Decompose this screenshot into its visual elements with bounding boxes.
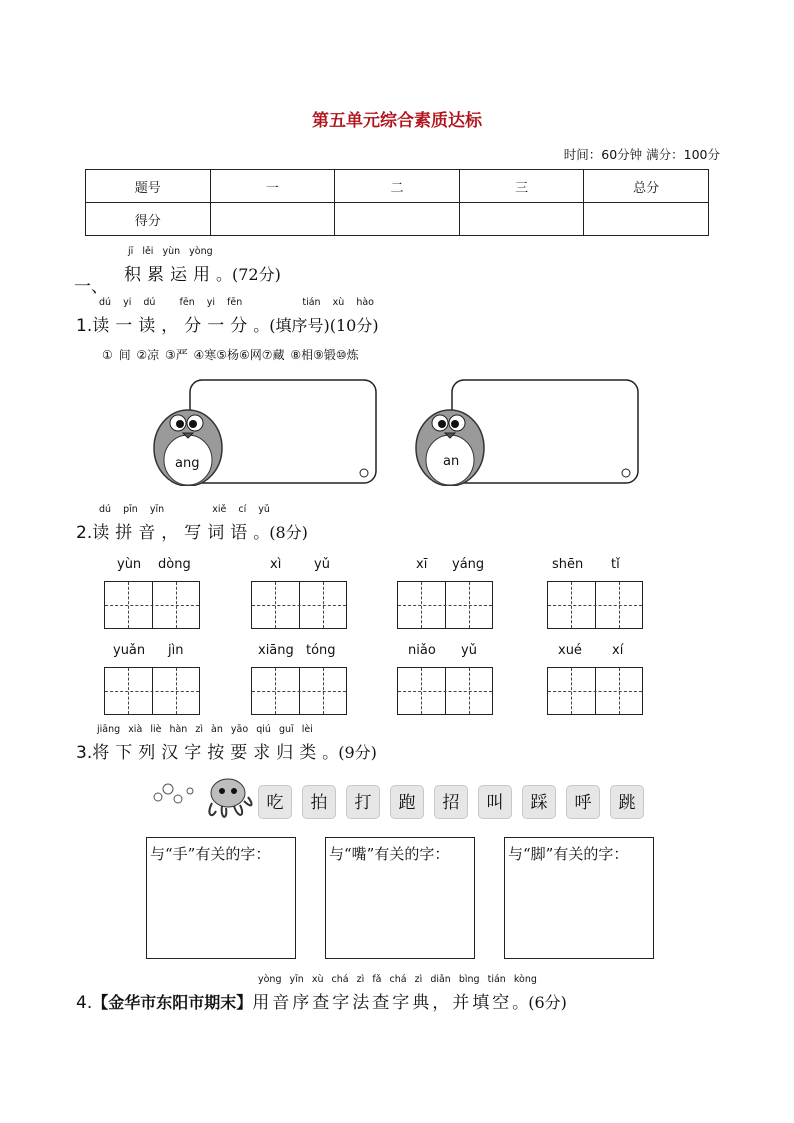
category-box-foot[interactable]: 与“脚”有关的字： — [504, 837, 654, 959]
q3-pinyin: jiāng xià liè hàn zì àn yāo qiú guī lèi — [97, 724, 313, 735]
grid-pinyin: shēn — [552, 557, 584, 572]
grid-pinyin: yǔ — [461, 643, 477, 658]
grid-pinyin: yùn — [117, 557, 142, 572]
page-title: 第五单元综合素质达标 — [312, 111, 482, 131]
q2-heading: 2.读拼音，写词语。(8分) — [76, 523, 308, 543]
grid-pinyin: niǎo — [408, 643, 436, 658]
q2-pinyin: dú pīn yīn xiě cí yǔ — [99, 504, 270, 515]
q1-char-list: ① 间 ②凉 ③严 ④寒⑤杨⑥网⑦藏 ⑧相⑨锻⑩炼 — [102, 348, 359, 362]
char-tile[interactable]: 跑 — [390, 785, 424, 819]
section1-pinyin: jī lěi yùn yòng — [128, 246, 213, 257]
score-header-cell: 总分 — [584, 170, 709, 203]
score-blank-cell[interactable] — [459, 203, 584, 236]
section1-heading: 积累运用。(72分) — [124, 265, 281, 285]
section1-number: 一、 — [74, 277, 108, 297]
q4-pinyin: yòng yīn xù chá zì fǎ chá zì diǎn bìng tián kòng — [258, 974, 537, 985]
q1-pinyin: dú yi dú fēn yi fēn tián xù hào — [99, 297, 374, 308]
q4-heading: 4.【金华市东阳市期末】用音序查字法查字典，并填空。(6分) — [76, 993, 567, 1013]
grid-pinyin: jìn — [168, 643, 184, 658]
score-blank-cell[interactable] — [584, 203, 709, 236]
grid-pinyin: tǐ — [611, 557, 620, 572]
char-tile[interactable]: 招 — [434, 785, 468, 819]
bubble-label-ang: ang — [175, 456, 200, 471]
score-header-cell: 三 — [459, 170, 584, 203]
score-table — [85, 169, 709, 236]
grid-pinyin: xī — [416, 557, 428, 572]
score-header-cell: 一 — [210, 170, 335, 203]
grid-pinyin: xiāng — [258, 643, 294, 658]
score-header-cell: 二 — [335, 170, 460, 203]
grid-pinyin: yáng — [452, 557, 485, 572]
writing-grid[interactable] — [104, 581, 200, 629]
score-blank-cell[interactable] — [210, 203, 335, 236]
char-tile[interactable]: 跳 — [610, 785, 644, 819]
grid-pinyin: yǔ — [314, 557, 330, 572]
q3-heading: 3.将下列汉字按要求归类。(9分) — [76, 743, 377, 763]
writing-grid[interactable] — [251, 581, 347, 629]
char-tile[interactable]: 叫 — [478, 785, 512, 819]
score-header-cell: 题号 — [86, 170, 211, 203]
char-tile[interactable]: 呼 — [566, 785, 600, 819]
writing-grid[interactable] — [251, 667, 347, 715]
octopus-icon — [150, 775, 254, 825]
grid-pinyin: xì — [270, 557, 282, 572]
writing-grid[interactable] — [397, 581, 493, 629]
writing-grid[interactable] — [547, 667, 643, 715]
bubble-label-an: an — [443, 454, 460, 469]
grid-pinyin: xí — [612, 643, 624, 658]
grid-pinyin: tóng — [306, 643, 336, 658]
char-tile[interactable]: 打 — [346, 785, 380, 819]
writing-grid[interactable] — [104, 667, 200, 715]
time-score-info: 时间：60分钟 满分：100分 — [563, 147, 720, 162]
char-tile[interactable]: 拍 — [302, 785, 336, 819]
q4-source: 【金华市东阳市期末】 — [92, 993, 253, 1012]
penguin-bubble-right — [412, 378, 642, 486]
grid-pinyin: yuǎn — [113, 643, 146, 658]
char-tile[interactable]: 踩 — [522, 785, 556, 819]
writing-grid[interactable] — [547, 581, 643, 629]
category-box-mouth[interactable]: 与“嘴”有关的字： — [325, 837, 475, 959]
score-row-label: 得分 — [86, 203, 211, 236]
char-tile[interactable]: 吃 — [258, 785, 292, 819]
grid-pinyin: dòng — [158, 557, 191, 572]
writing-grid[interactable] — [397, 667, 493, 715]
q1-heading: 1.读一读，分一分。(填序号)(10分) — [76, 316, 379, 336]
grid-pinyin: xué — [558, 643, 582, 658]
score-blank-cell[interactable] — [335, 203, 460, 236]
category-box-hand[interactable]: 与“手”有关的字： — [146, 837, 296, 959]
